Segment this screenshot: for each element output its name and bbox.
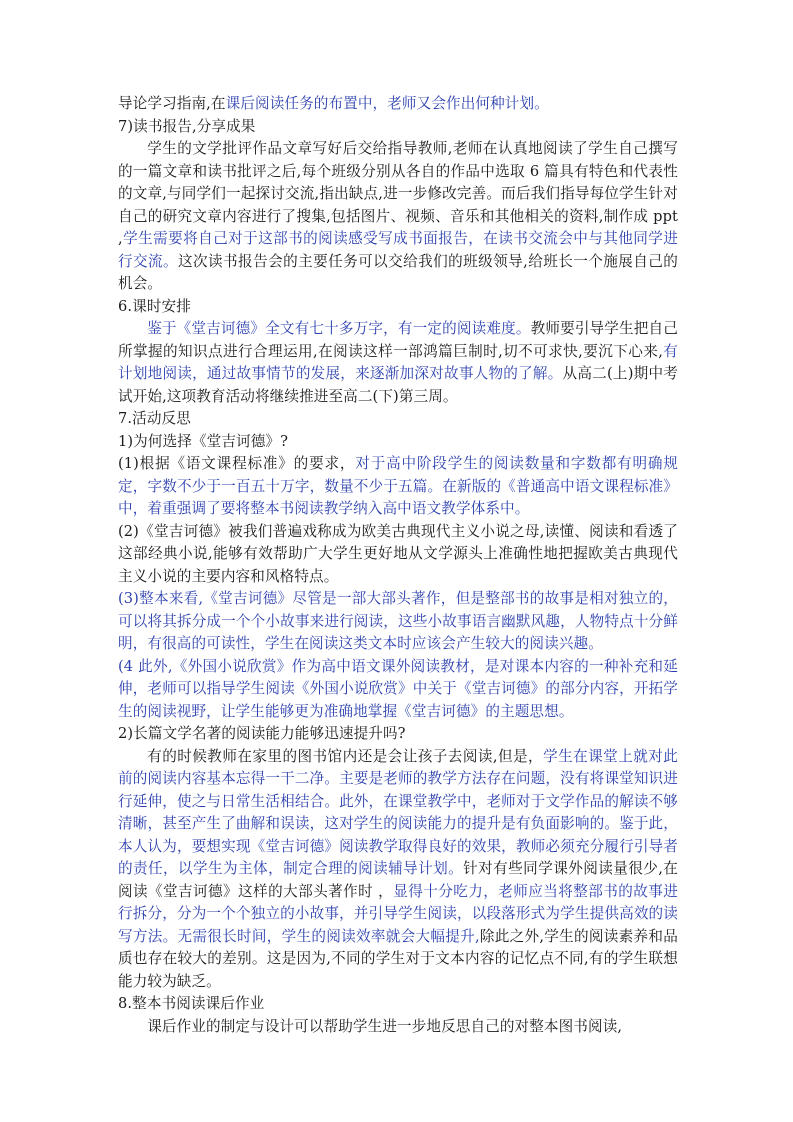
subheading-reading-ability: 2)长篇文学名著的阅读能力能够迅速提升吗? xyxy=(118,725,406,742)
text-run: 有的时候教师在家里的图书馆内还是会让孩子去阅读,但是， xyxy=(147,747,544,765)
paragraph-2 xyxy=(118,138,678,296)
text-run: 针对有些同学课外阅读量很少,在阅读《堂吉诃德》这样的大部头著作时 ， xyxy=(118,860,678,900)
highlighted-text-run: 课后阅读任务的布置中，老师又会作出何种计划。 xyxy=(225,95,549,112)
text-run: 教师要引导学生把自己所掌握的知识点进行合理运用,在阅读这样一部鸿篇巨制时,切不可求快,要沉下心来, xyxy=(118,320,678,360)
highlighted-text-run: 学生在课堂上就对此前的阅读内容基本忘得一干二净。主要是老师的教学方法存在问题，没有将课堂知识进行延伸，使之与日常生活相结合。此外，在课堂教学中，老师对于文学作品的解读不够清晰，甚至产生了曲解和误读，这对学生的阅读能力的提升是有负面影响的。鉴于此，本人认为，要想实现《堂吉诃德》阅读教学取得良好的效果，教师必须充分履行引导者的责任，以学生为主体，制定合理的阅读辅导计划。 xyxy=(118,747,679,877)
text-run: 课后作业的制定与设计可以帮助学生进一步地反思自己的对整本图书阅读, xyxy=(147,1017,623,1035)
highlighted-text-run: 显得十分吃力，老师应当将整部书的故事进行拆分，分为一个个独立的小故事，并引导学生阅读，以段落形式为学生提供高效的读写方法。无需很长时间，学生的阅读效率就会大幅提升, xyxy=(118,882,679,945)
highlighted-text-run: 对于高中阶段学生的阅读数量和字数都有明确规定，字数不少于一百五十万字，数量不少于五篇。在新版的《普通高中语文课程标准》中，着重强调了要将整本书阅读教学纳入高中语文教学体系中。 xyxy=(118,455,679,517)
paragraph-reading-ability xyxy=(118,746,678,994)
highlighted-text-run: 有计划地阅读，通过故事情节的发展，来逐渐加深对故事人物的了解。 xyxy=(118,342,678,382)
text-run: 从高二(上)期中考试开始,这项教育活动将继续推进至高二(下)第三周。 xyxy=(118,365,678,405)
text-run: (1)根据《语文课程标准》的要求， xyxy=(118,455,356,472)
paragraph-reason-3 xyxy=(118,588,678,656)
heading-7-reflection: 7.活动反思 xyxy=(118,410,191,427)
heading-6-schedule: 6.课时安排 xyxy=(118,297,191,315)
highlighted-text-run: (4 此外,《外国小说欣赏》作为高中语文课外阅读教材，是对课本内容的一种补充和延伸，老师可以指导学生阅读《外国小说欣赏》中关于《堂吉诃德》的部分内容，开拓学生的阅读视野，让学生能够更为准确地掌握《堂吉诃德》的主题思想。 xyxy=(118,657,678,720)
heading-7-reading-report: 7)读书报告,分享成果 xyxy=(118,117,256,135)
highlighted-text-run: (3)整本来看,《堂吉诃德》尽管是一部大部头著作，但是整部书的故事是相对独立的，可以将其拆分成一个个小故事来进行阅读，这些小故事语言幽默风趣，人物特点十分鲜明，有很高的可读性，学生在阅读这类文本时应该会产生较大的阅读兴趣。 xyxy=(118,590,678,652)
paragraph-1 xyxy=(118,93,678,116)
text-run: (2)《堂吉诃德》被我们普遍戏称成为欧美古典现代主义小说之母,读懂、阅读和看透了这部经典小说,能够有效帮助广大学生更好地从文学源头上准确性地把握欧美古典现代主义小说的主要内容和风格特点。 xyxy=(118,522,678,585)
paragraph-homework xyxy=(118,1016,678,1039)
highlighted-text-run: 学生需要将自己对于这部书的阅读感受写成书面报告，在读书交流会中与其他同学进行交流。 xyxy=(118,230,678,270)
paragraph-reason-4 xyxy=(118,656,678,724)
paragraph-reason-2 xyxy=(118,521,678,589)
heading-8-homework: 8.整本书阅读课后作业 xyxy=(118,995,265,1012)
text-run: 除此之外,学生的阅读素养和品质也存在较大的差别。这是因为,不同的学生对于文本内容的记忆点不同,有的学生联想能力较为缺乏。 xyxy=(118,927,678,990)
subheading-why-choose: 1)为何选择《堂吉诃德》? xyxy=(118,432,289,450)
text-run: 这次读书报告会的主要任务可以交给我们的班级领导,给班长一个施展自己的机会。 xyxy=(118,252,678,292)
paragraph-reason-1 xyxy=(118,453,678,521)
text-run: 导论学习指南,在 xyxy=(118,95,226,112)
highlighted-text-run: 鉴于《堂吉诃德》全文有七十多万字，有一定的阅读难度。 xyxy=(147,320,531,337)
document-body xyxy=(118,93,678,1038)
paragraph-3 xyxy=(118,318,678,408)
text-run: 学生的文学批评作品文章写好后交给指导教师,老师在认真地阅读了学生自己撰写的一篇文章和读书批评之后,每个班级分别从各自的作品中选取 6 篇具有特色和代表性的文章,与同学们一起探讨交流,指出缺点,进一步修改完善。而后我们指导每位学生针对自己的研究文章内容进行了搜集,包括图片、视频、音乐和其他相关的资料,制作成 ppt , xyxy=(118,140,678,247)
